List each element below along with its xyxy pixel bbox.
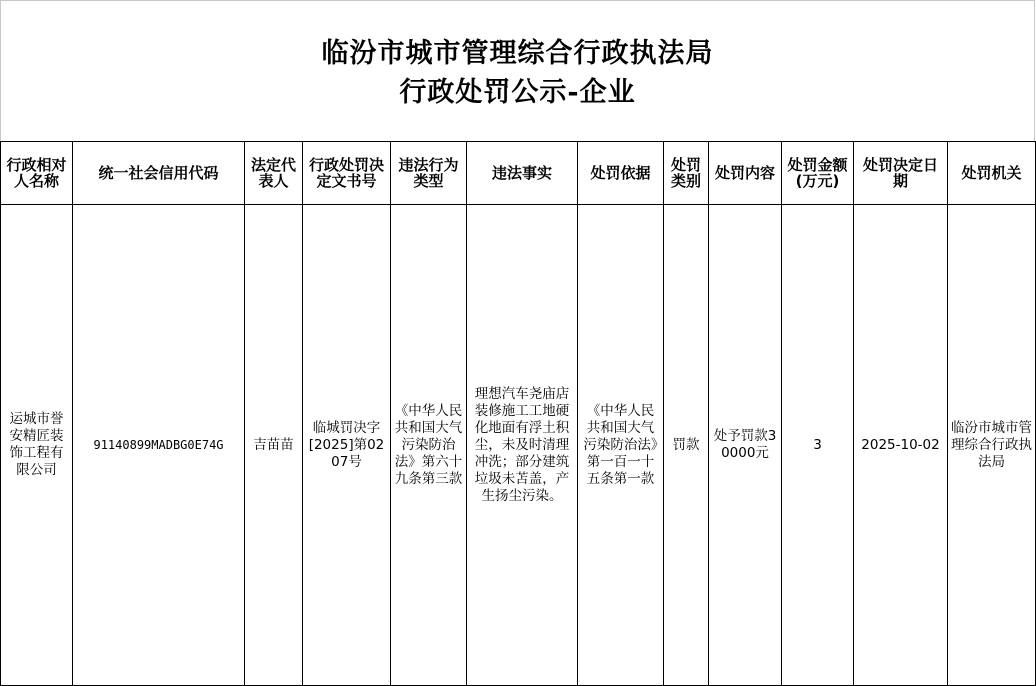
cell-violation-type: 《中华人民共和国大气污染防治法》第六十九条第三款 <box>391 205 467 686</box>
cell-credit-code: 91140899MADBG0E74G <box>73 205 245 686</box>
cell-legal-rep: 吉苗苗 <box>245 205 303 686</box>
page-subtitle: 行政处罚公示-企业 <box>399 77 636 108</box>
cell-facts: 理想汽车尧庙店装修施工工地硬化地面有浮土积尘，未及时清理冲洗；部分建筑垃圾未苫盖，产生扬尘污染。 <box>467 205 578 686</box>
cell-category: 罚款 <box>664 205 709 686</box>
column-header-doc-number: 行政处罚决定文书号 <box>303 142 391 205</box>
cell-basis: 《中华人民共和国大气污染防治法》第一百一十五条第一款 <box>578 205 664 686</box>
column-header-violation-type: 违法行为类型 <box>391 142 467 205</box>
column-header-facts: 违法事实 <box>467 142 578 205</box>
column-header-decision-date: 处罚决定日期 <box>854 142 948 205</box>
table-row <box>1 205 1036 686</box>
cell-party-name: 运城市誉安精匠装饰工程有限公司 <box>1 205 73 686</box>
column-header-basis: 处罚依据 <box>578 142 664 205</box>
column-header-party-name: 行政相对人名称 <box>1 142 73 205</box>
column-header-credit-code: 统一社会信用代码 <box>73 142 245 205</box>
column-header-legal-rep: 法定代表人 <box>245 142 303 205</box>
page-header <box>0 0 1035 141</box>
column-header-authority: 处罚机关 <box>948 142 1036 205</box>
column-header-amount: 处罚金额(万元) <box>782 142 854 205</box>
page-title: 临汾市城市管理综合行政执法局 <box>321 38 714 69</box>
cell-decision-date: 2025-10-02 <box>854 205 948 686</box>
penalty-table <box>0 141 1036 686</box>
column-header-category: 处罚类别 <box>664 142 709 205</box>
cell-content: 处予罚款30000元 <box>709 205 782 686</box>
table-header-row <box>1 142 1036 205</box>
column-header-content: 处罚内容 <box>709 142 782 205</box>
cell-authority: 临汾市城市管理综合行政执法局 <box>948 205 1036 686</box>
cell-amount: 3 <box>782 205 854 686</box>
cell-doc-number: 临城罚决字[2025]第0207号 <box>303 205 391 686</box>
